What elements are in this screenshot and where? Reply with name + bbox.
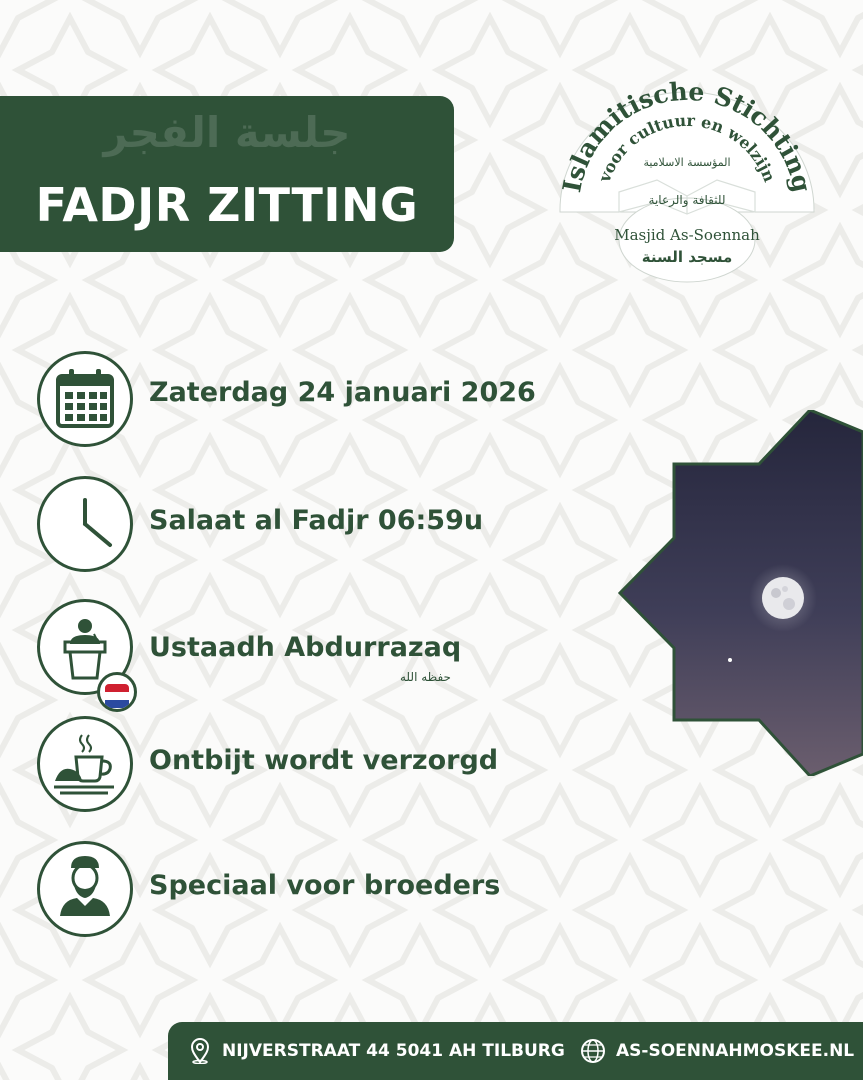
breakfast-icon xyxy=(37,716,133,812)
calendar-icon xyxy=(37,351,133,447)
speaker-name: Ustaadh Abdurrazaq xyxy=(149,632,462,663)
logo-masjid-name: Masjid As-Soennah xyxy=(614,226,760,244)
logo-arc-subtitle: voor cultuur en welzijn xyxy=(594,110,780,185)
title-banner xyxy=(0,96,454,252)
footer-address[interactable] xyxy=(188,1022,565,1080)
prayer-time: Salaat al Fadjr 06:59u xyxy=(149,505,484,536)
footer-website[interactable] xyxy=(580,1022,854,1080)
netherlands-flag-icon xyxy=(97,672,137,712)
website-text: AS-SOENNAHMOSKEE.NL xyxy=(616,1041,855,1061)
logo-arabic-line2: للثقافة والرعاية xyxy=(648,193,726,207)
address-text: NIJVERSTRAAT 44 5041 AH TILBURG xyxy=(222,1041,565,1061)
location-pin-icon xyxy=(188,1038,212,1064)
logo-masjid-arabic: مسجد السنة xyxy=(641,248,733,266)
title-main: FADJR ZITTING xyxy=(35,178,419,232)
globe-icon xyxy=(580,1038,606,1064)
speaker-honorific: حفظه الله xyxy=(400,670,451,684)
clock-icon xyxy=(37,476,133,572)
audience-note: Speciaal voor broeders xyxy=(149,870,501,901)
title-arabic: جلسة الفجر xyxy=(103,108,351,157)
footer-bar xyxy=(168,1022,863,1080)
event-date: Zaterdag 24 januari 2026 xyxy=(149,377,536,408)
foundation-logo xyxy=(557,80,817,285)
night-sky-star-image xyxy=(615,410,863,776)
breakfast-note: Ontbijt wordt verzorgd xyxy=(149,745,499,776)
brother-icon xyxy=(37,841,133,937)
logo-arabic-line1: المؤسسة الاسلامية xyxy=(643,156,731,169)
logo-arc-title: Islamitische Stichting xyxy=(557,80,817,195)
